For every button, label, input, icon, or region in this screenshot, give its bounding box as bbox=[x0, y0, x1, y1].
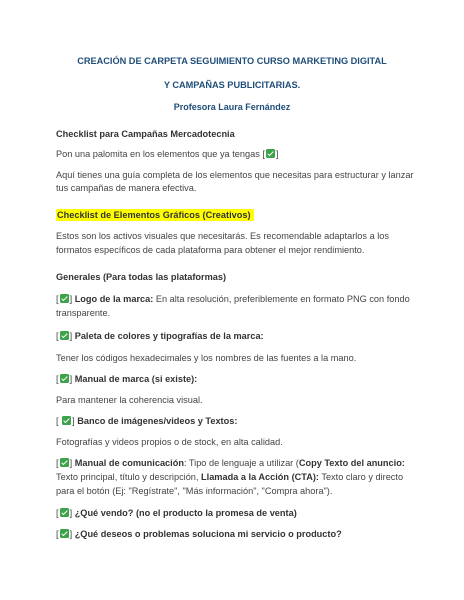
intro-heading: Checklist para Campañas Mercadotecnia bbox=[56, 129, 235, 139]
item-comm-line2b: Texto claro y directo bbox=[318, 472, 404, 482]
checkbox-close: ] bbox=[69, 529, 73, 539]
item-comm-text: : Tipo de lenguaje a utilizar ( bbox=[183, 458, 299, 468]
document-author: Profesora Laura Fernández bbox=[173, 102, 291, 112]
document-title-line2: Y CAMPAÑAS PUBLICITARIAS. bbox=[163, 80, 301, 90]
intro-desc-line2: tus campañas de manera efectiva. bbox=[56, 183, 197, 193]
item-bank bbox=[56, 415, 237, 427]
instruction-close: ] bbox=[275, 149, 279, 159]
checkbox-close: ] bbox=[69, 458, 73, 468]
item-bank-label: Banco de imágenes/videos y Textos: bbox=[77, 416, 238, 426]
section-subheading: Generales (Para todas las plataformas) bbox=[56, 272, 227, 282]
item-manual-label: Manual de marca (si existe): bbox=[74, 374, 198, 384]
item-wish bbox=[56, 528, 342, 540]
checkbox-open: [ bbox=[56, 458, 59, 468]
item-comm bbox=[56, 457, 405, 469]
checkbox-open: [ bbox=[56, 331, 59, 341]
item-logo-text2: transparente. bbox=[56, 308, 111, 318]
item-comm-cta: Llamada a la Acción (CTA): bbox=[201, 472, 319, 482]
intro-desc-line1: Aquí tienes una guía completa de los elementos que necesitas para estructurar y lanzar bbox=[56, 170, 414, 180]
check-icon bbox=[62, 416, 71, 425]
item-comm-label: Manual de comunicación bbox=[74, 458, 184, 468]
item-palette bbox=[56, 330, 264, 342]
item-wish-label: ¿Qué deseos o problemas soluciona mi servicio o producto? bbox=[74, 529, 342, 539]
instruction-text: Pon una palomita en los elementos que ya tengas [ bbox=[56, 149, 265, 159]
item-logo bbox=[56, 293, 410, 305]
item-palette-text: Tener los códigos hexadecimales y los nombres de las fuentes a la mano. bbox=[56, 353, 357, 363]
check-icon bbox=[60, 529, 69, 538]
checkbox-open: [ bbox=[56, 374, 59, 384]
checkbox-open: [ bbox=[56, 416, 59, 426]
checkbox-close: ] bbox=[72, 416, 75, 426]
checkbox-open: [ bbox=[56, 294, 59, 304]
section-desc-line2: formatos específicos de cada plataforma para obtener el mejor rendimiento. bbox=[56, 245, 365, 255]
checkbox-open: [ bbox=[56, 529, 59, 539]
item-bank-text: Fotografías y videos propios o de stock, en alta calidad. bbox=[56, 437, 283, 447]
checkbox-close: ] bbox=[69, 508, 73, 518]
checkbox-close: ] bbox=[69, 374, 73, 384]
item-manual bbox=[56, 373, 197, 385]
item-comm-line2 bbox=[56, 471, 403, 483]
item-manual-text: Para mantener la coherencia visual. bbox=[56, 395, 203, 405]
checkbox-close: ] bbox=[69, 294, 73, 304]
section-heading bbox=[56, 209, 254, 221]
item-comm-line3: para el botón (Ej: "Regístrate", "Más información", "Compra ahora"). bbox=[56, 486, 333, 496]
item-comm-line2a: Texto principal, título y descripción, bbox=[56, 472, 202, 482]
check-icon bbox=[60, 458, 69, 467]
item-sell-label: ¿Qué vendo? (no el producto la promesa de venta) bbox=[74, 508, 297, 518]
item-logo-label: Logo de la marca: bbox=[74, 294, 154, 304]
intro-instruction bbox=[56, 148, 278, 160]
checkbox-close: ] bbox=[69, 331, 73, 341]
item-logo-text: En alta resolución, preferiblemente en formato PNG con fondo bbox=[153, 294, 410, 304]
check-icon bbox=[60, 508, 69, 517]
item-palette-label: Paleta de colores y tipografías de la marca: bbox=[74, 331, 264, 341]
section-desc-line1: Estos son los activos visuales que necesitarás. Es recomendable adaptarlos a los bbox=[56, 231, 389, 241]
item-sell bbox=[56, 507, 297, 519]
highlighted-heading: Checklist de Elementos Gráficos (Creativos) bbox=[56, 209, 254, 221]
check-icon bbox=[60, 374, 69, 383]
check-icon bbox=[60, 294, 69, 303]
item-comm-copy: Copy Texto del anuncio: bbox=[298, 458, 405, 468]
document-title-line1: CREACIÓN DE CARPETA SEGUIMIENTO CURSO MARKETING DIGITAL bbox=[77, 56, 387, 66]
check-icon bbox=[60, 331, 69, 340]
checkbox-open: [ bbox=[56, 508, 59, 518]
check-icon bbox=[266, 149, 275, 158]
